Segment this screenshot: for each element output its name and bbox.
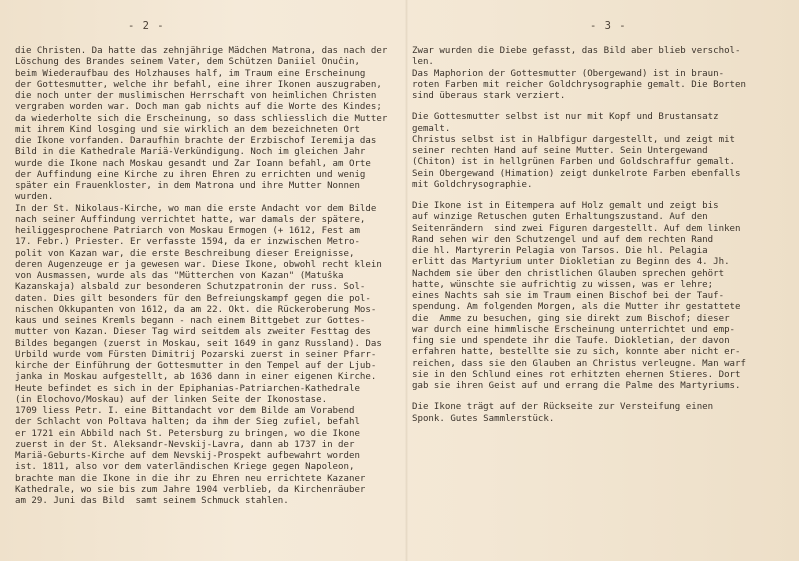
text-line: len. <box>412 57 434 68</box>
text-line: hatte, wünschte sie aufrichtig zu wissen, was er lehre; <box>412 279 714 290</box>
text-line: Christus selbst ist in Halbfigur dargestellt, und zeigt mit <box>412 134 736 145</box>
text-line: Kazanskaja) alsbald zur besonderen Schutzpatronin der russ. Sol- <box>15 282 366 293</box>
text-line: zuerst in der St. Aleksandr-Nevskij-Lavra, dann ab 1737 in der <box>15 439 355 450</box>
text-line: Seitenrändern sind zwei Figuren dargestellt. Auf dem linken <box>412 223 741 234</box>
text-line: deren Augenzeuge er ja gewesen war. Diese Ikone, obwohl recht klein <box>15 259 382 270</box>
right-page-text <box>412 46 792 425</box>
text-line: Sponk. Gutes Sammlerstück. <box>412 413 555 424</box>
text-line: roten Farben mit reicher Goldchrysographie gemalt. Die Borten <box>412 79 746 90</box>
text-line: die Christen. Da hatte das zehnjährige Mädchen Matrona, das nach der <box>15 46 388 56</box>
text-line: erfahren hatte, bestellte sie zu sich, konnte aber nicht er- <box>412 347 741 358</box>
text-line: mutter von Kazan. Dieser Tag wird seitdem als zweiter Festtag des <box>15 327 371 338</box>
text-line: 17. Febr.) Priester. Er verfasste 1594, da er inzwischen Metro- <box>15 237 360 248</box>
text-line: Zwar wurden die Diebe gefasst, das Bild aber blieb verschol- <box>412 46 741 56</box>
text-line: am 29. Juni das Bild samt seinem Schmuck stahlen. <box>15 496 289 506</box>
text-line: fing sie und spendete ihr die Taufe. Diokletian, der davon <box>412 336 730 346</box>
text-line: polit von Kazan war, die erste Beschreibung dieser Ereignisse, <box>15 248 355 259</box>
text-line: der Gottesmutter, welche ihr befahl, eine ihrer Ikonen auszugraben, <box>15 79 382 90</box>
text-line: Die Ikone ist in Eitempera auf Holz gemalt und zeigt bis <box>412 201 719 211</box>
paragraph-gap <box>412 102 792 112</box>
text-line: die Amme zu besuchen, ging sie direkt zum Bischof; dieser <box>412 313 730 324</box>
text-line: beim Wiederaufbau des Holzhauses half, im Traum eine Erscheinung <box>15 68 366 79</box>
text-line: von Ausmassen, wurde als das "Mütterchen von Kazan" (Matuška <box>15 271 344 281</box>
text-line: spendung. Am folgenden Morgen, als die Mutter ihr gestattete <box>412 302 741 313</box>
text-line: reichen, dass sie den Glauben an Christus verleugne. Man warf <box>412 358 746 369</box>
text-line: janka in Moskau aufgestellt, ab 1636 dann in einer eigenen Kirche. <box>15 372 377 383</box>
text-line: Sein Obergewand (Himation) zeigt dunkelrote Farben ebenfalls <box>412 168 741 179</box>
text-line: In der St. Nikolaus-Kirche, wo man die erste Andacht vor dem Bilde <box>15 203 377 214</box>
text-line: Mariä-Geburts-Kirche auf dem Nevskij-Prospekt aufbewahrt worden <box>15 451 360 461</box>
text-line: nischen Okkupanten von 1612, da am 22. Okt. die Rückeroberung Mos- <box>15 304 377 315</box>
text-line: Nachdem sie über den christlichen Glauben sprechen gehört <box>412 268 725 279</box>
text-line: die hl. Martyrerin Pelagia von Tarsos. Die hl. Pelagia <box>412 246 708 256</box>
text-line: Urbild wurde vom Fürsten Dimitrij Pozarski zuerst in seiner Pfarr- <box>15 349 377 360</box>
text-line: war durch eine himmlische Erscheinung unterrichtet und emp- <box>412 324 736 335</box>
text-line: erlitt das Martyrium unter Diokletian zu Beginn des 4. Jh. <box>412 257 730 268</box>
text-line: später ein Frauenkloster, in dem Matrona und ihre Mutter Nonnen <box>15 181 360 191</box>
text-line: Rand sehen wir den Schutzengel und auf dem rechten Rand <box>412 234 714 245</box>
text-line: vergraben worden war. Doch man gab nichts auf die Worte des Kindes; <box>15 102 382 113</box>
text-line: mit Goldchrysographie. <box>412 179 533 190</box>
text-line: eines Nachts sah sie im Traum einen Bischof bei der Tauf- <box>412 291 725 301</box>
text-line: gab sie ihren Geist auf und errang die Palme des Martyriums. <box>412 381 741 391</box>
text-line: der Schlacht von Poltava halten; da ihm der Sieg zufiel, befahl <box>15 417 360 428</box>
text-line: daten. Dies gilt besonders für den Befreiungskampf gegen die pol- <box>15 293 371 304</box>
text-line: mit ihrem Kind losging und sie wirklich an dem bezeichneten Ort <box>15 124 360 135</box>
text-line: brachte man die Ikone in die ihr zu Ehren neu errichtete Kazaner <box>15 473 366 484</box>
text-line: seiner rechten Hand auf seine Mutter. Sein Untergewand <box>412 146 708 156</box>
text-line: Bildes begangen (zuerst in Moskau, seit 1649 in ganz Russland). Das <box>15 338 382 349</box>
page-number-right: - 3 - <box>590 20 627 32</box>
text-line: ist. 1811, also vor dem vaterländischen Kriege gegen Napoleon, <box>15 462 355 473</box>
text-line: Heute befindet es sich in der Epiphanias-Patriarchen-Kathedrale <box>15 383 360 394</box>
text-line: die Ikone vorfanden. Daraufhin brachte der Erzbischof Ieremija das <box>15 136 377 146</box>
text-line: sie in den Schlund eines rot erhitzten ehernen Stieres. Dort <box>412 369 741 380</box>
text-line: er 1721 ein Abbild nach St. Petersburg zu bringen, wo die Ikone <box>15 428 360 439</box>
text-line: Die Ikone trägt auf der Rückseite zur Versteifung einen <box>412 402 714 413</box>
paragraph-gap <box>412 191 792 201</box>
text-line: Die Gottesmutter selbst ist nur mit Kopf und Brustansatz <box>412 112 719 123</box>
page-number-left: - 2 - <box>128 20 165 32</box>
text-line: 1709 liess Petr. I. eine Bittandacht vor dem Bilde am Vorabend <box>15 406 355 416</box>
text-line: sind überaus stark verziert. <box>412 91 566 101</box>
text-line: Bild in die Kathedrale Mariä-Verkündigung. Noch im gleichen Jahr <box>15 147 366 158</box>
text-line: nach seiner Auffindung verrichtet hatte, war damals der spätere, <box>15 214 366 225</box>
text-line: Löschung des Brandes seinem Vater, dem Schützen Daniiel Onučin, <box>15 57 360 68</box>
text-line: (Chiton) ist in hellgrünen Farben und Goldschraffur gemalt. <box>412 157 736 168</box>
text-line: wurde die Ikone nach Moskau gesandt und Zar Ioann befahl, am Orte <box>15 158 371 169</box>
text-line: Kathedrale, wo sie bis zum Jahre 1904 verblieb, da Kirchenräuber <box>15 484 366 495</box>
text-line: kirche der Einführung der Gottesmutter in den Tempel auf der Ljub- <box>15 361 377 371</box>
text-line: gemalt. <box>412 123 451 134</box>
text-line: (in Elochovo/Moskau) auf der linken Seite der Ikonostase. <box>15 394 328 405</box>
text-line: der Auffindung eine Kirche zu ihren Ehren zu errichten und wenig <box>15 169 366 180</box>
text-line: heiliggesprochene Patriarch von Moskau Ermogen (+ 1612, Fest am <box>15 226 360 236</box>
paragraph-gap <box>412 392 792 402</box>
text-line: da wiederholte sich die Erscheinung, so dass schliesslich die Mutter <box>15 113 388 124</box>
text-line: Das Maphorion der Gottesmutter (Obergewand) ist in braun- <box>412 68 725 79</box>
text-line: wurden. <box>15 192 54 203</box>
text-line: kaus und seines Kremls begann - nach einem Bittgebet zur Gottes- <box>15 316 366 326</box>
text-line: die noch unter der muslimischen Herrschaft von heimlichen Christen <box>15 91 377 101</box>
text-line: auf winzige Retuschen guten Erhaltungszustand. Auf den <box>412 212 708 223</box>
left-page-text <box>15 46 410 507</box>
